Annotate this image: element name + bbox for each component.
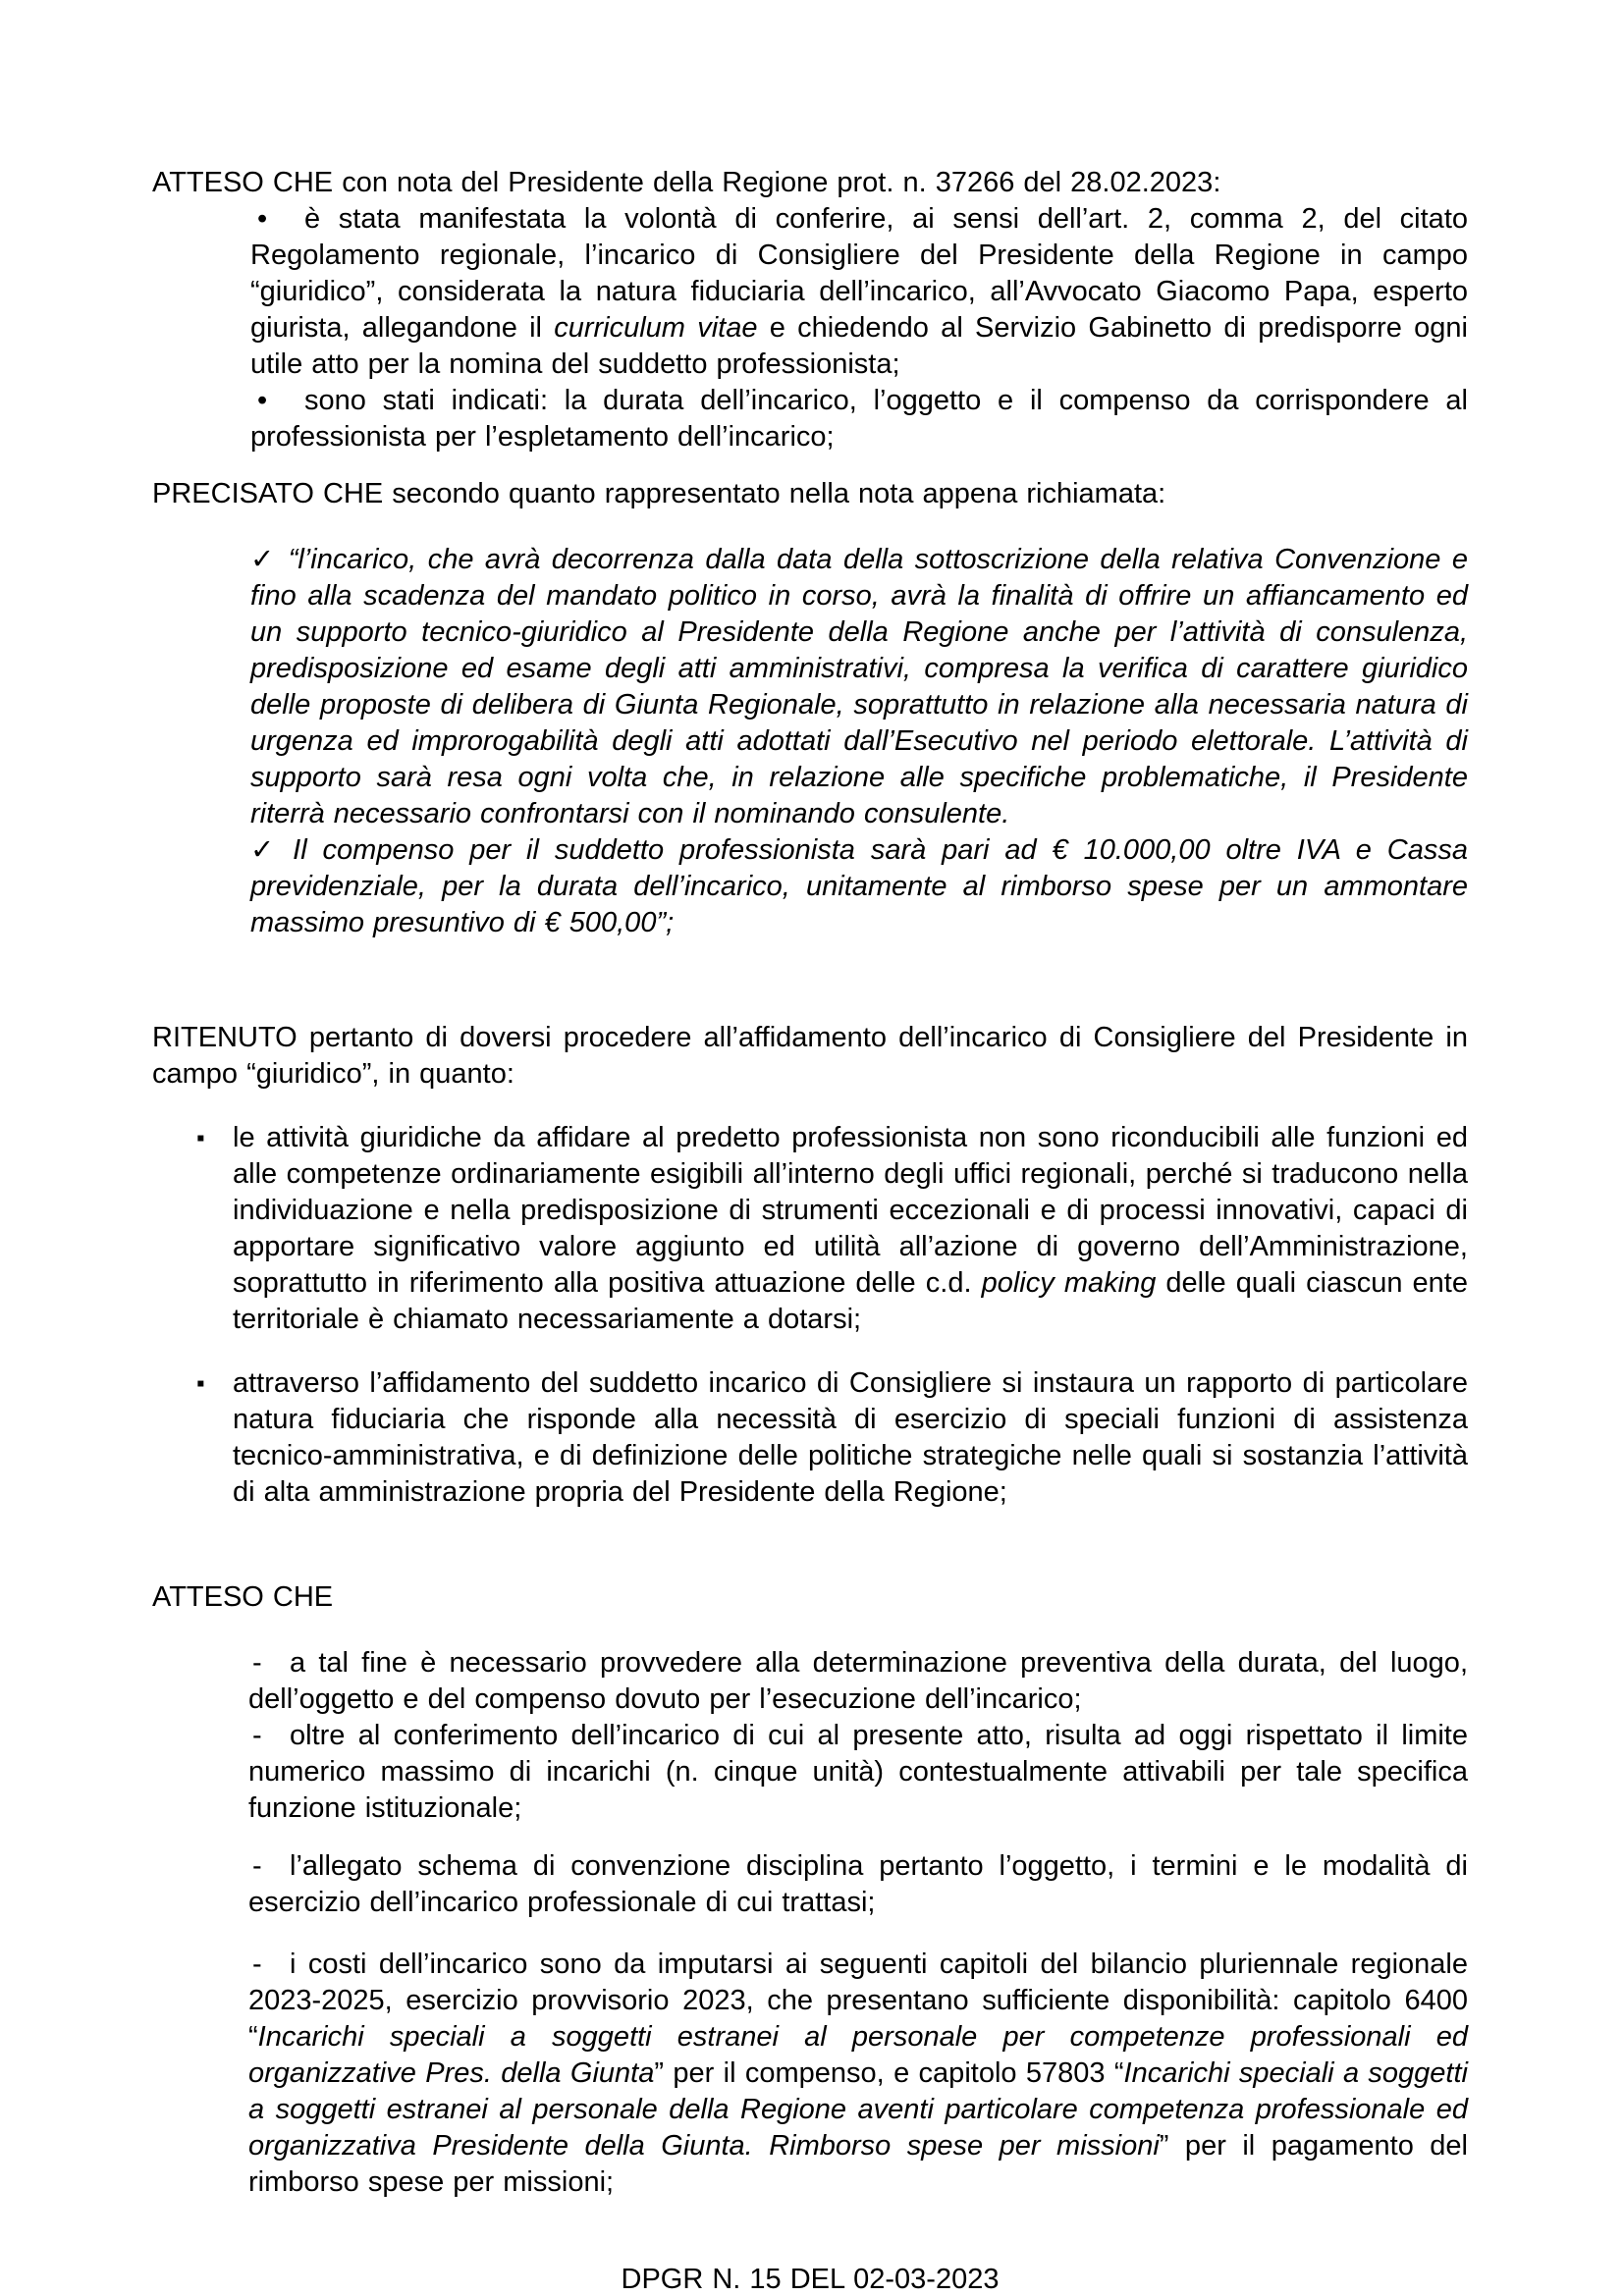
list-item (196, 1120, 1468, 1338)
dash-icon: - (252, 1850, 262, 1882)
square-bullet-icon: ▪ (196, 1370, 205, 1397)
list-item-text: “l’incarico, che avrà decorrenza dalla data della sottoscrizione della relativa Convenzione e fino alla scadenza del mandato politico in corso, avrà la finalità di offrire un affiancamento ed un supporto tecnico-giuridico al Presidente della Regione anche per l’attività di consulenza, predisposizione ed esame degli atti amministrativi, compresa la verifica di carattere giuridico delle proposte di delibera di Giunta Regionale, soprattutto in relazione alla necessaria natura di urgenza ed improrogabilità degli atti adottati dall’Esecutivo nel periodo elettorale. L’attività di supporto sarà resa ogni volta che, in relazione alle specifiche problematiche, il Presidente riterrà necessario confrontarsi con il nominando consulente. (250, 544, 1468, 829)
list-item (250, 542, 1468, 832)
list-item-text: le attività giuridiche da affidare al predetto professionista non sono riconducibili alle funzioni ed alle competenze ordinariamente esigibili all’interno degli uffici regionali, perché si traducono nella individuazione e nella predisposizione di strumenti eccezionali e di processi innovativi, capaci di apportare significativo valore aggiunto ed utilità all’azione di governo dell’Amministrazione, soprattutto in riferimento alla positiva attuazione delle c.d. policy making delle quali ciascun ente territoriale è chiamato necessariamente a dotarsi; (233, 1122, 1468, 1335)
list-item-text: a tal fine è necessario provvedere alla determinazione preventiva della durata, del luogo, dell’oggetto e del compenso dovuto per l’esecuzione dell’incarico; (248, 1647, 1468, 1715)
list-item (248, 1947, 1468, 2201)
list-item (250, 832, 1468, 941)
section-heading-ritenuto: RITENUTO pertanto di doversi procedere all’affidamento dell’incarico di Consigliere del Presidente in campo “giuridico”, in quanto: (152, 1022, 1468, 1090)
list-item-text: oltre al conferimento dell’incarico di cui al presente atto, risulta ad oggi rispettato il limite numerico massimo di incarichi (n. cinque unità) contestualmente attivabili per tale specifica funzione istituzionale; (248, 1720, 1468, 1824)
list-item (250, 201, 1468, 383)
list-item (248, 1718, 1468, 1827)
section-heading-atteso-2: ATTESO CHE (152, 1581, 334, 1613)
list-item-text: i costi dell’incarico sono da imputarsi ai seguenti capitoli del bilancio pluriennale regionale 2023-2025, esercizio provvisorio 2023, che presentano sufficiente disponibilità: capitolo 6400 “Incarichi speciali a soggetti estranei al personale per competenze professionali ed organizzative Pres. della Giunta” per il compenso, e capitolo 57803 “Incarichi speciali a soggetti a soggetti estranei al personale della Regione aventi particolare competenza professionale ed organizzativa Presidente della Giunta. Rimborso spese per missioni” per il pagamento del rimborso spese per missioni; (248, 1949, 1468, 2198)
list-item-text: l’allegato schema di convenzione disciplina pertanto l’oggetto, i termini e le modalità di esercizio dell’incarico professionale di cui trattasi; (248, 1850, 1468, 1918)
checkmark-icon: ✓ (250, 544, 277, 575)
list-item (250, 383, 1468, 455)
section-heading-atteso-1: ATTESO CHE con nota del Presidente della Regione prot. n. 37266 del 28.02.2023: (152, 167, 1221, 198)
list-item-text: sono stati indicati: la durata dell’incarico, l’oggetto e il compenso da corrispondere al professionista per l’espletamento dell’incarico; (250, 385, 1468, 453)
bullet-icon: • (257, 203, 268, 235)
document-body (152, 165, 1468, 2296)
list-item (196, 1365, 1468, 1511)
section-heading-precisato: PRECISATO CHE secondo quanto rappresentato nella nota appena richiamata: (152, 478, 1166, 509)
dash-icon: - (252, 1647, 262, 1679)
list-item (248, 1645, 1468, 1718)
page-footer: DPGR N. 15 DEL 02-03-2023 (621, 2264, 1000, 2295)
square-bullet-icon: ▪ (196, 1125, 205, 1151)
dash-icon: - (252, 1720, 262, 1751)
bullet-icon: • (257, 385, 268, 416)
list-item-text: è stata manifestata la volontà di conferire, ai sensi dell’art. 2, comma 2, del citato Regolamento regionale, l’incarico di Consigliere del Presidente della Regione in campo “giuridico”, considerata la natura fiduciaria dell’incarico, all’Avvocato Giacomo Papa, esperto giurista, allegandone il curriculum vitae e chiedendo al Servizio Gabinetto di predisporre ogni utile atto per la nomina del suddetto professionista; (250, 203, 1468, 380)
list-item-text: attraverso l’affidamento del suddetto incarico di Consigliere si instaura un rapporto di particolare natura fiduciaria che risponde alla necessità di esercizio di speciali funzioni di assistenza tecnico-amministrativa, e di definizione delle politiche strategiche nelle quali si sostanzia l’attività di alta amministrazione propria del Presidente della Regione; (233, 1367, 1468, 1508)
list-item-text: Il compenso per il suddetto professionista sarà pari ad € 10.000,00 oltre IVA e Cassa previdenziale, per la durata dell’incarico, unitamente al rimborso spese per un ammontare massimo presuntivo di € 500,00”; (250, 834, 1468, 938)
checkmark-icon: ✓ (250, 834, 282, 866)
dash-icon: - (252, 1949, 262, 1980)
list-item (248, 1848, 1468, 1921)
